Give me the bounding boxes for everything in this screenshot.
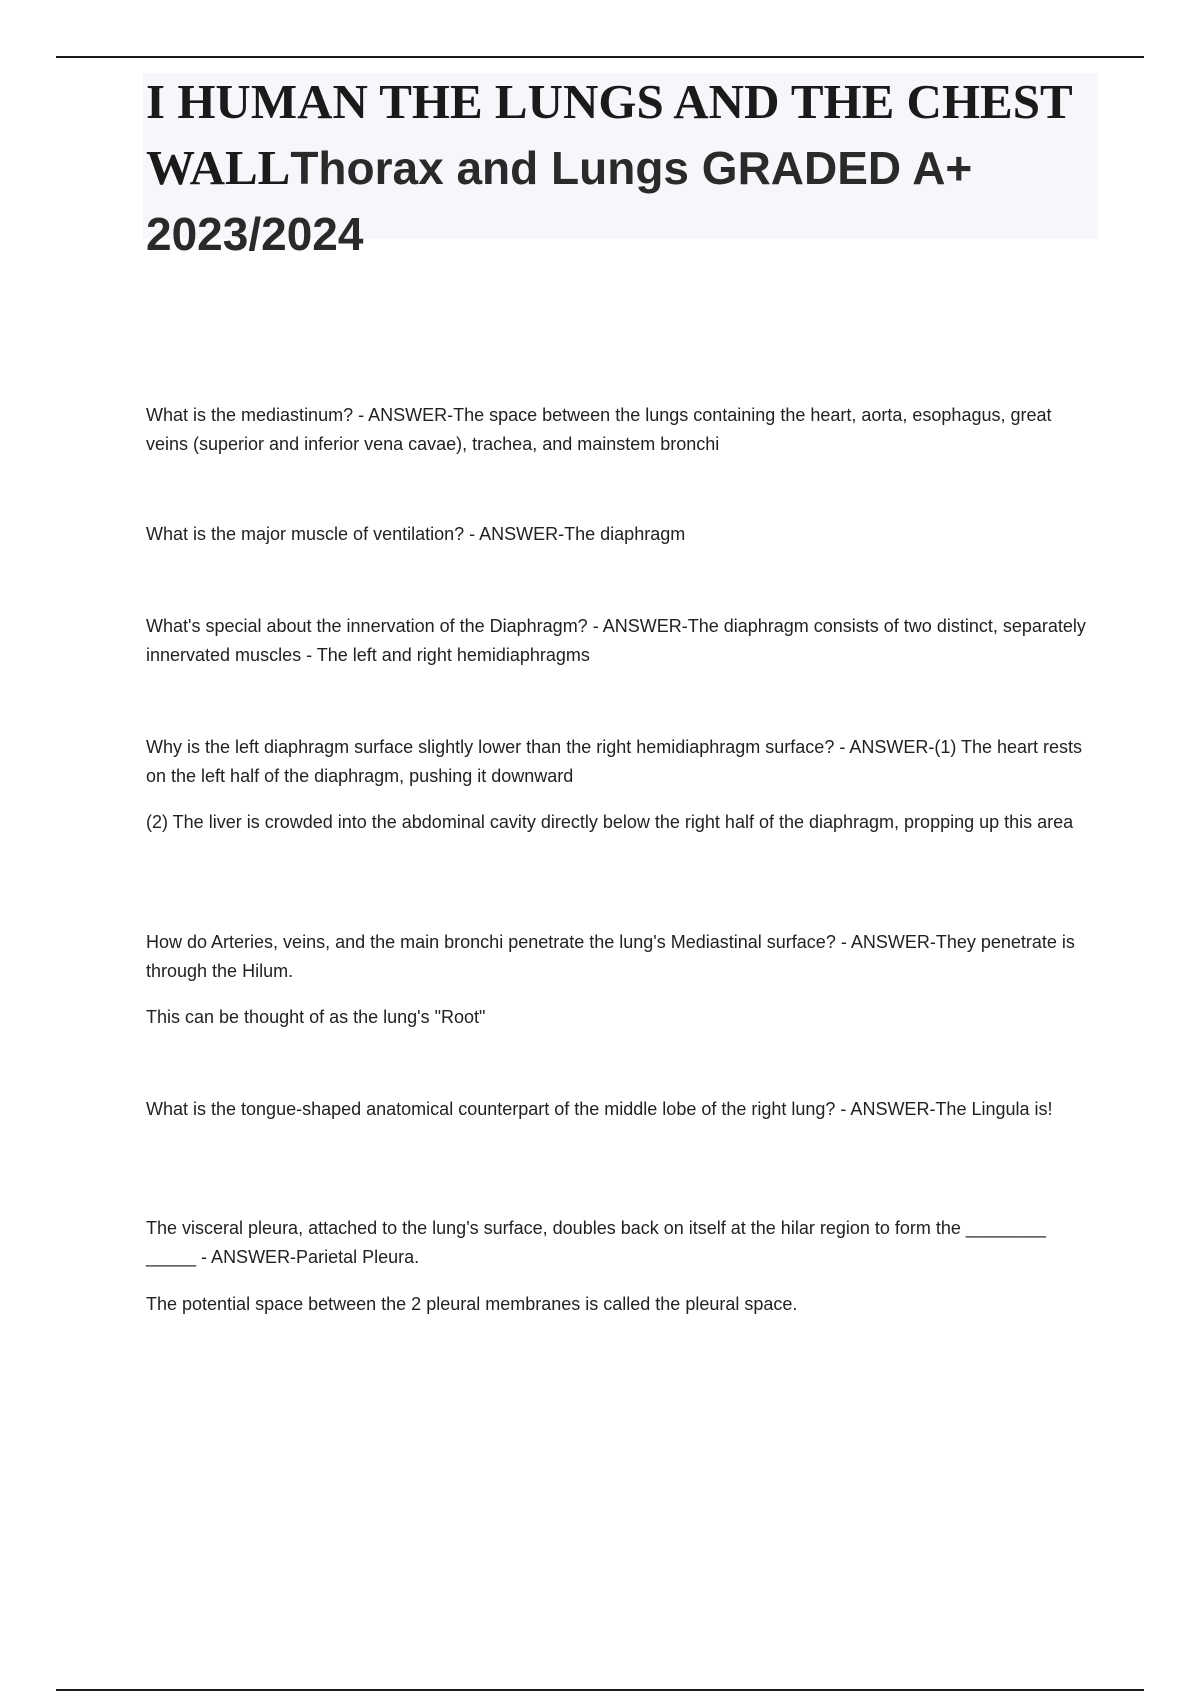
qa-item-lingula: What is the tongue-shaped anatomical counterpart of the middle lobe of the right lung? - ANSWER-The Lingula is! xyxy=(146,1099,1053,1119)
bottom-rule xyxy=(56,1689,1144,1691)
title-part-3: 2023/2024 xyxy=(146,208,364,260)
qa-item-diaphragm-innervation: What's special about the innervation of the Diaphragm? - ANSWER-The diaphragm consists of two distinct, separately innervated muscles - The left and right hemidiaphragms xyxy=(146,616,1086,665)
qa-item-hilum-extra: This can be thought of as the lung's "Root" xyxy=(146,1007,486,1027)
title-part-2-sans: Thorax and Lungs GRADED A+ xyxy=(290,142,973,194)
top-rule xyxy=(56,56,1144,58)
qa-item-mediastinum: What is the mediastinum? - ANSWER-The space between the lungs containing the heart, aorta, esophagus, great veins (superior and inferior vena cavae), trachea, and mainstem bronchi xyxy=(146,405,1052,454)
qa-item-left-diaphragm-lower-extra: (2) The liver is crowded into the abdominal cavity directly below the right half of the diaphragm, propping up this area xyxy=(146,812,1074,832)
qa-item-pleura: The visceral pleura, attached to the lung's surface, doubles back on itself at the hilar region to form the ________ _____ - ANSWER-Parietal Pleura. xyxy=(146,1218,1046,1267)
document-title xyxy=(143,73,1098,260)
title-part-2-serif: WALL xyxy=(146,140,291,195)
qa-item-pleura-extra: The potential space between the 2 pleural membranes is called the pleural space. xyxy=(146,1294,798,1314)
title-line-2 xyxy=(146,141,1095,207)
title-part-1: I HUMAN THE LUNGS AND THE CHEST xyxy=(146,74,1073,129)
qa-item-left-diaphragm-lower: Why is the left diaphragm surface slightly lower than the right hemidiaphragm surface? - ANSWER-(1) The heart rests on the left half of the diaphragm, pushing it downward xyxy=(146,737,1083,786)
qa-item-hilum: How do Arteries, veins, and the main bronchi penetrate the lung's Mediastinal surface? - ANSWER-They penetrate is through the Hilum. xyxy=(146,932,1075,981)
title-line-3 xyxy=(146,207,1095,273)
qa-item-ventilation-muscle: What is the major muscle of ventilation? - ANSWER-The diaphragm xyxy=(146,524,686,544)
title-line-1 xyxy=(146,75,1095,141)
